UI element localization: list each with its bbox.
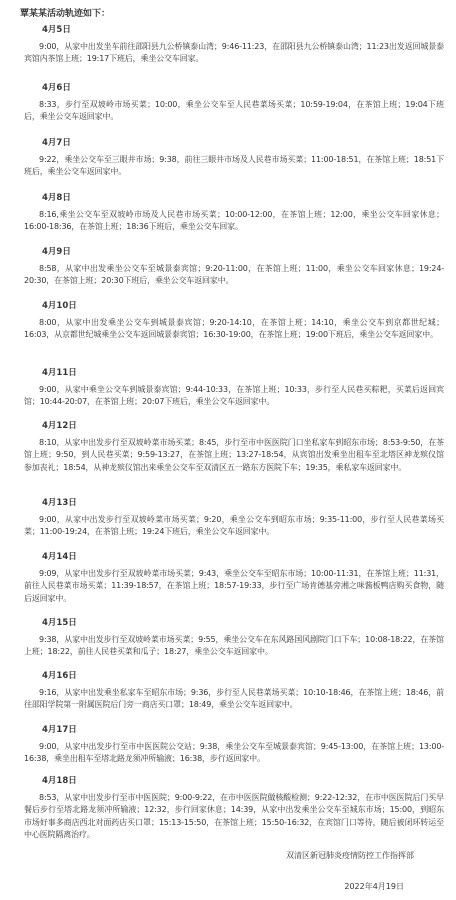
day-entry-0413 (0, 497, 456, 539)
day-entry-0408 (0, 192, 456, 234)
day-date: 4月5日 (42, 25, 71, 35)
day-date: 4月10日 (42, 301, 77, 311)
day-date: 4月6日 (42, 83, 71, 93)
day-entry-0417 (0, 724, 456, 766)
day-date: 4月7日 (42, 138, 71, 148)
day-entry-0411 (0, 367, 456, 409)
day-entry-0407 (0, 137, 456, 179)
day-text: 8:00，从家中出发乘坐公交车到城景泰宾馆；9:20-14:10，在茶馆上班；14:10，乘坐公交车到京都世纪城；16:03，从京都世纪城乘坐公交车返回城景泰宾馆；16:30-19:00，在茶馆上班；19:00下班后，乘坐公交车返回家中。 (24, 318, 444, 340)
day-text: 8:10，从家中出发步行至双坡岭菜市场买菜；8:45，步行至市中医医院门口坐私家车到昭东市场；8:53-9:50，在茶馆上班；9:50，到人民巷买菜；9:59-13:27，在茶馆上班；13:27-18:54，从宾馆出发乘坐出租车至北塔区神龙殡仪馆参加丧礼；18:54，从神龙殡仪馆出来乘坐公交车至双清区五一路东方医院下车；19:35，乘私家车返回家中。 (24, 438, 444, 472)
day-date: 4月16日 (42, 671, 77, 681)
day-entry-0410 (0, 300, 456, 342)
day-text: 8:33，步行至双坡岭市场买菜；10:00，乘坐公交车至人民巷菜场买菜；10:59-19:04，在茶馆上班；19:04下班后，乘坐公交车返回家中。 (24, 100, 444, 122)
day-text: 8:58，从家中出发乘坐公交车至城景泰宾馆；9:20-11:00，在茶馆上班；11:00，乘坐公交车回家休息；19:24-20:30，在茶馆上班；20:30下班后，乘坐公交车返回家中。 (24, 264, 444, 286)
day-date: 4月11日 (42, 368, 77, 378)
day-date: 4月14日 (42, 552, 77, 562)
day-date: 4月9日 (42, 247, 71, 257)
day-text: 9:00，从家中出发步行至市中医医院公交站；9:38，乘坐公交车至城景泰宾馆；9:45-13:00，在茶馆上班；13:00-16:38，乘坐出租车至塔北路龙须冲所输液；16:38，步行返回家中。 (24, 742, 444, 764)
day-entry-0409 (0, 246, 456, 288)
day-text: 9:00，从家中出发步行至双坡岭菜市场买菜；9:20，乘坐公交车到昭东市场；9:35-11:00，步行至人民巷菜场买菜；11:00-19:24，在茶馆上班；19:24下班后，乘坐公交车返回家中。 (24, 515, 444, 537)
day-entry-0418 (0, 775, 456, 842)
day-entry-0405 (0, 24, 456, 66)
document-heading: 覃某某活动轨迹如下： (20, 9, 111, 19)
day-date: 4月17日 (42, 725, 77, 735)
day-text: 9:00，从家中出发坐车前往邵阳县九公桥镇泰山湾；9:46-11:23，在邵阳县九公桥镇泰山湾；11:23出发返回城景泰宾馆内茶馆上班；19:17下班后，乘坐公交车回家。 (24, 42, 444, 64)
issue-date: 2022年4月19日 (344, 882, 404, 891)
day-date: 4月15日 (42, 618, 77, 628)
day-entry-0414 (0, 551, 456, 605)
day-text: 9:38，从家中出发步行至双坡岭菜市场买菜；9:55，乘坐公交车在东风路国风剧院门口下车；10:08-18:22，在茶馆上班；18:22，前往人民巷买菜和瓜子；18:27，乘坐公交车返回家中。 (24, 635, 444, 657)
day-date: 4月13日 (42, 498, 77, 508)
day-entry-0406 (0, 82, 456, 124)
day-entry-0416 (0, 670, 456, 712)
day-text: 9:00，从家中乘坐公交车到城景泰宾馆；9:44-10:33，在茶馆上班；10:33，步行至人民巷买粽粑，买菜后返回宾馆；10:44-20:07，在茶馆上班；20:07下班后，乘坐公交车返回家中。 (24, 385, 444, 407)
day-entry-0415 (0, 617, 456, 659)
day-text: 9:22，乘坐公交车至三眼井市场；9:38，前往三眼井市场及人民巷市场买菜；11:00-18:51，在茶馆上班；18:51下班后，乘坐公交车返回家中。 (24, 155, 444, 177)
day-text: 8:53，从家中出发步行至市中医医院；9:00-9:22，在市中医医院做核酸检测；9:22-12:32，在市中医医院后门买早餐后步行至塔北路龙须冲所输液；12:32，步行回家休息；14:39，从家中出发乘坐公交车至城东市场；15:00，到昭东市场好事多商店西北对面药店买口罩；15:13-15:50，在茶馆上班；15:50-16:32，在宾馆门口等待，随后被闭环转运至中心医院隔离治疗。 (24, 793, 444, 840)
issuer-signature: 双清区新冠肺炎疫情防控工作指挥部 (286, 851, 414, 860)
day-entry-0412 (0, 420, 456, 474)
day-date: 4月8日 (42, 193, 71, 203)
day-date: 4月12日 (42, 421, 77, 431)
day-text: 9:16，从家中出发乘坐私家车至昭东市场；9:36，步行至人民巷菜场买菜；10:10-18:46，在茶馆上班；18:46，前往邵阳学院第一附属医院后门旁一商店买口罩；18:49，乘坐公交车返回家中。 (24, 688, 444, 710)
day-text: 9:09，从家中出发步行至双坡岭菜市场买菜；9:43，乘坐公交车至昭东市场；10:00-11:31，在茶馆上班；11:31，前往人民巷菜市场买菜；11:39-18:57，在茶馆上班；18:57-19:33，步行至广场肯德基旁湘之味酱板鸭店购买食物，随后返回家中。 (24, 569, 444, 603)
day-text: 8:16,乘坐公交车至双坡岭市场及人民巷市场买菜；10:00-12:00，在茶馆上班；12:00，乘坐公交车回家休息；16:00-18:36，在茶馆上班；18:36下班后，乘坐公交车回家。 (24, 210, 444, 232)
day-date: 4月18日 (42, 776, 77, 786)
